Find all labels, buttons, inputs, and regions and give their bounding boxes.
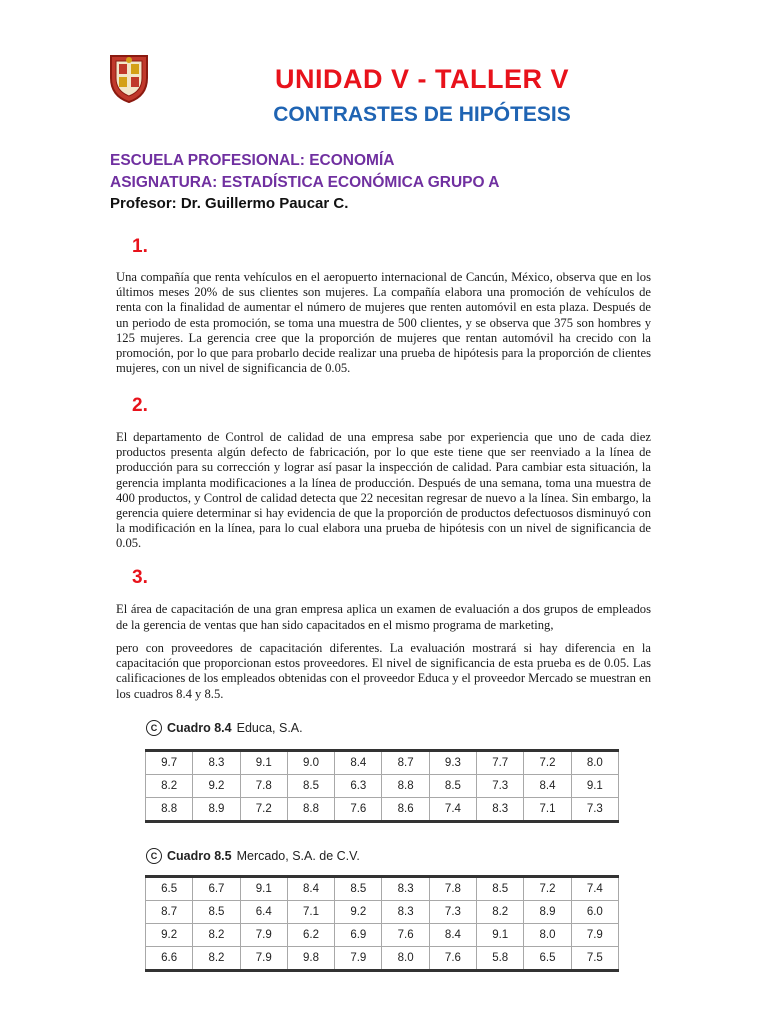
table-cell: 8.5: [287, 775, 334, 798]
table-cell: 6.6: [146, 947, 193, 971]
problem-number: 2.: [132, 395, 148, 416]
table-cell: 9.0: [287, 751, 334, 775]
table-cell: 9.2: [193, 775, 240, 798]
table-cell: 6.2: [287, 924, 334, 947]
problem-text: El área de capacitación de una gran empresa aplica un examen de evaluación a dos grupos de empleados de la gerencia de ventas que han sido capacitados en el mismo programa de marketing,: [116, 602, 651, 632]
table-cell: 6.9: [335, 924, 382, 947]
professor-label: Profesor: Dr. Guillermo Paucar C.: [110, 195, 349, 212]
page-subtitle: CONTRASTES DE HIPÓTESIS: [273, 103, 571, 126]
table-cell: 7.8: [240, 775, 287, 798]
table-cell: 9.1: [477, 924, 524, 947]
table-cell: 8.9: [524, 901, 571, 924]
table-cell: 8.4: [287, 877, 334, 901]
table-caption-name: Mercado, S.A. de C.V.: [236, 849, 360, 863]
table-cell: 8.2: [477, 901, 524, 924]
copyright-c-icon: C: [146, 720, 162, 736]
data-table-educa: [145, 749, 619, 823]
table-cell: 7.7: [477, 751, 524, 775]
table-cell: 8.6: [382, 798, 429, 822]
table-cell: 8.4: [335, 751, 382, 775]
table-cell: 8.4: [524, 775, 571, 798]
table-row: [146, 901, 619, 924]
table-cell: 8.5: [429, 775, 476, 798]
table-cell: 8.5: [477, 877, 524, 901]
table-cell: 6.5: [146, 877, 193, 901]
table-cell: 8.7: [146, 901, 193, 924]
page-title: UNIDAD V - TALLER V: [275, 64, 569, 94]
table-cell: 6.3: [335, 775, 382, 798]
table-cell: 7.6: [335, 798, 382, 822]
table-row: [146, 947, 619, 971]
table-cell: 8.8: [146, 798, 193, 822]
table-cell: 8.0: [382, 947, 429, 971]
table-cell: 7.3: [571, 798, 618, 822]
table-cell: 7.2: [524, 877, 571, 901]
table-cell: 7.3: [477, 775, 524, 798]
table-row: [146, 751, 619, 775]
problem-text-continued: pero con proveedores de capacitación diferentes. La evaluación mostrará si hay diferencia en la capacitación que proporcionan estos proveedores. El nivel de significancia de esta prueba es de 0.05. Las calificaciones de los empleados obtenidas con el proveedor Educa y el proveedor Mercado se muestran en los cuadros 8.4 y 8.5.: [116, 641, 651, 701]
table-cell: 6.4: [240, 901, 287, 924]
table-cell: 8.3: [477, 798, 524, 822]
problem-number: 1.: [132, 236, 148, 257]
table-cell: 8.0: [571, 751, 618, 775]
table-cell: 9.2: [335, 901, 382, 924]
problem-number: 3.: [132, 567, 148, 588]
table-cell: 8.3: [382, 901, 429, 924]
table-cell: 8.9: [193, 798, 240, 822]
table-cell: 8.2: [193, 947, 240, 971]
table-row: [146, 798, 619, 822]
table-cell: 7.9: [335, 947, 382, 971]
table-cell: 9.2: [146, 924, 193, 947]
copyright-c-icon: C: [146, 848, 162, 864]
table-cell: 8.3: [193, 751, 240, 775]
table-row: [146, 775, 619, 798]
table-cell: 7.2: [240, 798, 287, 822]
table-caption-label: Cuadro 8.5: [167, 849, 232, 863]
table-cell: 7.4: [429, 798, 476, 822]
table-cell: 7.3: [429, 901, 476, 924]
table-cell: 9.7: [146, 751, 193, 775]
data-table-mercado: [145, 875, 619, 972]
table-cell: 7.9: [571, 924, 618, 947]
table-cell: 7.2: [524, 751, 571, 775]
problem-text: Una compañía que renta vehículos en el aeropuerto internacional de Cancún, México, observa que en los últimos meses 20% de sus clientes son mujeres. La compañía elabora una promoción de vehículos de renta con la finalidad de aumentar el número de mujeres que renten automóvil en esta plaza. Después de un periodo de esta promoción, se toma una muestra de 500 clientes, y se observa que 375 son hombres y 125 mujeres. La gerencia cree que la proporción de mujeres que rentan automóvil ha crecido con la promoción, por lo que para probarlo decide realizar una prueba de hipótesis para la proporción de clientes mujeres, con un nivel de significancia de 0.05.: [116, 270, 651, 376]
table-cell: 9.3: [429, 751, 476, 775]
table-row: [146, 924, 619, 947]
table-cell: 8.4: [429, 924, 476, 947]
table-caption-name: Educa, S.A.: [236, 721, 303, 735]
table-cell: 7.1: [287, 901, 334, 924]
table-cell: 9.8: [287, 947, 334, 971]
table-caption: [146, 720, 303, 736]
table-cell: 7.4: [571, 877, 618, 901]
course-label: ASIGNATURA: ESTADÍSTICA ECONÓMICA GRUPO A: [110, 174, 500, 191]
table-cell: 6.7: [193, 877, 240, 901]
table-cell: 9.1: [240, 877, 287, 901]
table-cell: 7.9: [240, 924, 287, 947]
table-cell: 7.1: [524, 798, 571, 822]
table-cell: 8.3: [382, 877, 429, 901]
table-cell: 7.5: [571, 947, 618, 971]
table-cell: 5.8: [477, 947, 524, 971]
table-cell: 8.5: [335, 877, 382, 901]
school-label: ESCUELA PROFESIONAL: ECONOMÍA: [110, 152, 395, 169]
table-cell: 7.6: [382, 924, 429, 947]
table-cell: 7.6: [429, 947, 476, 971]
table-cell: 8.0: [524, 924, 571, 947]
table-caption-label: Cuadro 8.4: [167, 721, 232, 735]
table-cell: 9.1: [571, 775, 618, 798]
table-caption: [146, 848, 360, 864]
table-cell: 8.7: [382, 751, 429, 775]
table-cell: 8.2: [146, 775, 193, 798]
table-row: [146, 877, 619, 901]
table-cell: 8.8: [287, 798, 334, 822]
table-cell: 9.1: [240, 751, 287, 775]
table-cell: 7.9: [240, 947, 287, 971]
problem-text: El departamento de Control de calidad de una empresa sabe por experiencia que uno de cada diez productos presenta algún defecto de fabricación, por lo que este tiene que ser reenviado a la línea de producción para su corrección y lograr así pasar la inspección de calidad. Para cambiar esta situación, la gerencia implanta modificaciones a la línea de producción. Después de una semana, toma una muestra de 400 productos, y Control de calidad detecta que 22 necesitan regresar de nuevo a la línea. Sin embargo, la gerencia quiere determinar si hay evidencia de que la proporción de productos defectuosos disminuyó con la modificación en la línea, para lo cual elabora una prueba de hipótesis con un nivel de significancia de 0.05.: [116, 430, 651, 551]
table-cell: 8.8: [382, 775, 429, 798]
table-cell: 8.5: [193, 901, 240, 924]
table-cell: 6.0: [571, 901, 618, 924]
table-cell: 7.8: [429, 877, 476, 901]
table-cell: 6.5: [524, 947, 571, 971]
table-cell: 8.2: [193, 924, 240, 947]
